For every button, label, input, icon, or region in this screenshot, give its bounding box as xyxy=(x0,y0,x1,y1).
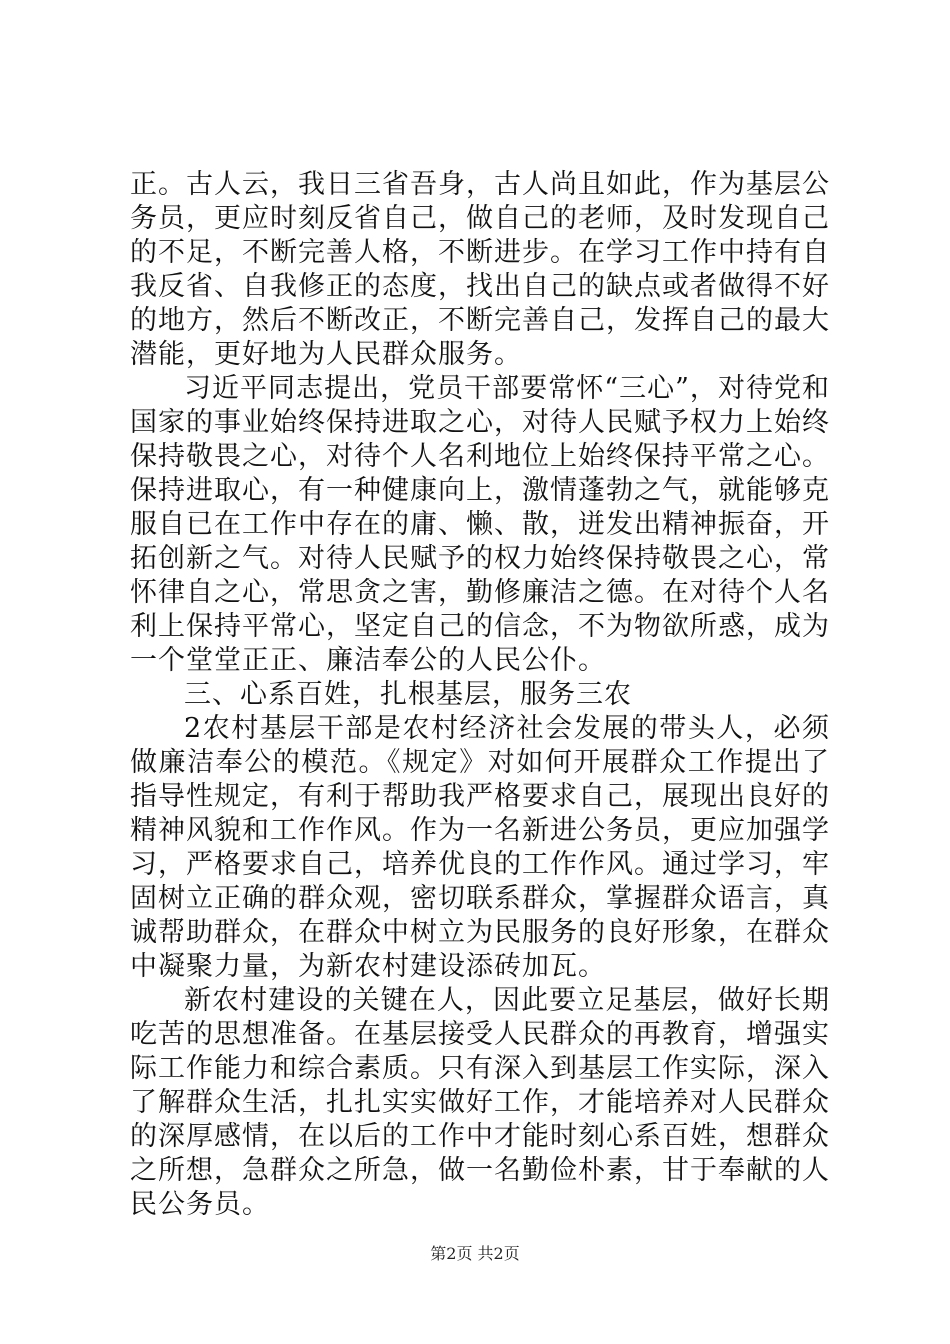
paragraph-new-countryside: 新农村建设的关键在人，因此要立足基层，做好长期吃苦的思想准备。在基层接受人民群众的再教育，增强实际工作能力和综合素质。只有深入到基层工作实际，深入了解群众生活，扎扎实实做好工作，才能培养对人民群众的深厚感情，在以后的工作中才能时刻心系百姓，想群众之所想，急群众之所急，做一名勤俭朴素，甘于奉献的人民公务员。 xyxy=(130,985,830,1220)
section-heading: 三、心系百姓，扎根基层，服务三农 xyxy=(184,679,632,710)
paragraph-three-hearts: 习近平同志提出，党员干部要常怀“三心”，对待党和国家的事业始终保持进取之心，对待人民赋予权力上始终保持敬畏之心，对待个人名利地位上始终保持平常之心。保持进取心，有一种健康向上，激情蓬勃之气，就能够克服自已在工作中存在的庸、懒、散，迸发出精神振奋，开拓创新之气。对待人民赋予的权力始终保持敬畏之心，常怀律自之心，常思贪之害，勤修廉洁之德。在对待个人名利上保持平常心，坚定自己的信念，不为物欲所惑，成为一个堂堂正正、廉洁奉公的人民公仆。 xyxy=(130,373,830,676)
page-footer: 第2页 共2页 xyxy=(430,1244,520,1263)
paragraph-continuation: 正。古人云，我日三省吾身，古人尚且如此，作为基层公务员，更应时刻反省自己，做自己的老师，及时发现自己的不足，不断完善人格，不断进步。在学习工作中持有自我反省、自我修正的态度，找出自己的缺点或者做得不好的地方，然后不断改正，不断完善自己，发挥自己的最大潜能，更好地为人民群众服务。 xyxy=(130,169,830,370)
document-body xyxy=(130,168,830,1222)
paragraph-rural-cadres: 2农村基层干部是农村经济社会发展的带头人，必须做廉洁奉公的模范。《规定》对如何开展群众工作提出了指导性规定，有利于帮助我严格要求自己，展现出良好的精神风貌和工作作风。作为一名新进公务员，更应加强学习，严格要求自己，培养优良的工作作风。通过学习，牢固树立正确的群众观，密切联系群众，掌握群众语言，真诚帮助群众，在群众中树立为民服务的良好形象，在群众中凝聚力量，为新农村建设添砖加瓦。 xyxy=(130,713,830,982)
